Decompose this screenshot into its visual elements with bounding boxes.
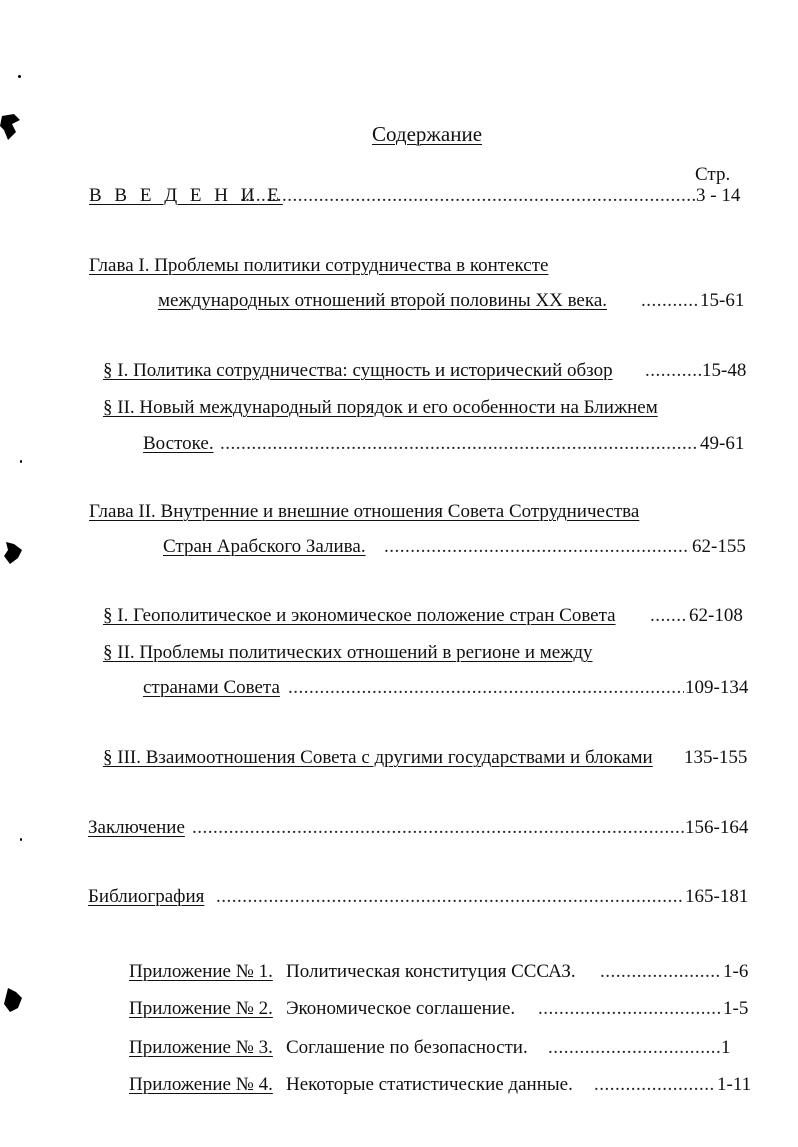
appendix-4-desc: Некоторые статистические данные. [286,1074,573,1095]
section-1-2-line2: Востоке. [143,433,214,454]
appendix-3-label: Приложение № 3. [129,1037,273,1058]
leader-dots [220,432,699,456]
leader-dots [216,885,684,909]
chapter-2-title-line2: Стран Арабского Залива. [163,536,366,557]
scan-speck [20,460,22,463]
section-2-2-line1: § II. Проблемы политических отношений в регионе и между [103,642,593,663]
page-range: 109-134 [685,677,749,698]
leader-dots [384,535,690,559]
leader-dots [650,604,688,628]
page-range: 62-155 [692,536,746,557]
section-2-2-line2: странами Совета [143,677,280,698]
chapter-1-title-line1: Глава I. Проблемы политики сотрудничества в контексте [89,255,549,276]
section-1-2-line1: § II. Новый международный порядок и его особенности на Ближнем [103,397,658,418]
section-2-1: § I. Геополитическое и экономическое положение стран Совета [103,605,616,626]
leader-dots [645,359,701,383]
appendix-3-desc: Соглашение по безопасности. [286,1037,528,1058]
scan-blot-2 [2,540,24,566]
appendix-4-label: Приложение № 4. [129,1074,273,1095]
page-range: 15-61 [700,290,745,311]
section-2-3: § III. Взаимоотношения Совета с другими государствами и блоками [103,747,653,768]
appendix-2-desc: Экономическое соглашение. [286,998,516,1019]
chapter-2-title-line1: Глава II. Внутренние и внешние отношения Совета Сотрудничества [89,501,640,522]
chapter-1-title-line2: международных отношений второй половины XX века. [158,290,607,311]
leader-dots [600,960,722,984]
page-range: 165-181 [685,886,749,907]
leader-dots [288,676,684,700]
appendix-2-label: Приложение № 2. [129,998,273,1019]
section-1-1: § I. Политика сотрудничества: сущность и исторический обзор [103,360,613,381]
scan-speck [20,838,22,841]
page-range: 3 - 14 [696,185,741,206]
page-title: Содержание [372,122,483,146]
toc-entry-intro: В В Е Д Е Н И Е [89,185,283,206]
leader-dots [538,997,722,1021]
toc-entry-conclusion: Заключение [88,817,185,838]
page-range: 62-108 [689,605,743,626]
appendix-1-desc: Политическая конституция СССАЗ. [286,961,576,982]
leader-dots [594,1073,716,1097]
page-range: 1 [721,1037,731,1058]
page-range: 1-6 [723,961,749,982]
leader-dots [192,816,684,840]
toc-entry-bibliography: Библиография [88,886,205,907]
page-range: 156-164 [685,817,749,838]
appendix-1-label: Приложение № 1. [129,961,273,982]
scan-blot-3 [2,986,24,1014]
leader-dots [240,184,695,208]
scan-speck [18,75,21,78]
leader-dots [548,1036,720,1060]
page-range: 1-5 [723,998,749,1019]
scan-blot-1 [0,112,22,142]
page-range: 1-11 [717,1074,752,1095]
page-range: 49-61 [700,433,745,454]
page-column-header: Стр. [695,164,731,185]
page-range: 15-48 [702,360,747,381]
page-range: 135-155 [684,747,748,768]
leader-dots [641,289,699,313]
